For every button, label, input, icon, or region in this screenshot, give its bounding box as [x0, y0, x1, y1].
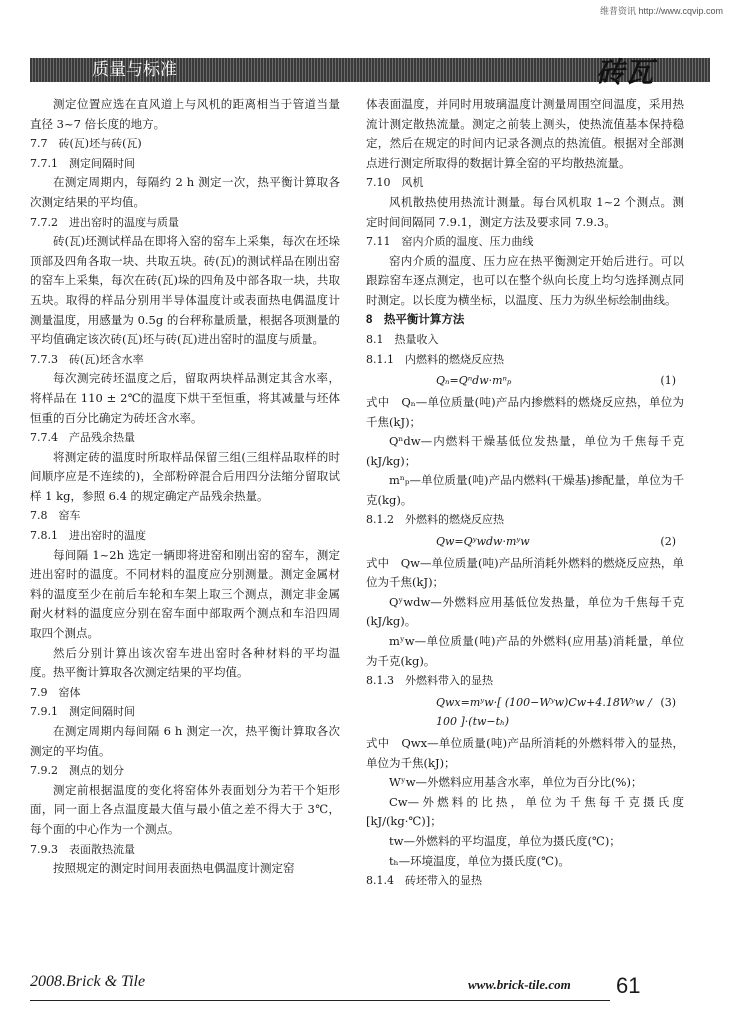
formula-expression: Qₙ=Qⁿdw·mⁿₚ [436, 374, 512, 388]
section-heading: 8.1 热量收入 [366, 333, 439, 347]
section-heading: 7.9.2 测点的划分 [30, 764, 124, 778]
formula-number: (2) [660, 535, 676, 549]
footer-left: 2008.Brick & Tile [30, 973, 146, 990]
section-heading: 7.7.1 测定间隔时间 [30, 156, 135, 170]
paragraph: 体表面温度，并同时用玻璃温度计测量周围空间温度，采用热流计测定散热流量。测定之前装上测头，使热流值基本保持稳定，然后在规定的时间内记录各测点的热流值。根据对全部测点进行测定所取得的数据计算全窑的平均散热流量。 [366, 97, 684, 170]
banner-title: 质量与标准 [92, 60, 177, 79]
paragraph: 式中 Qw—单位质量(吨)产品所消耗外燃料的燃烧反应热，单位为千焦(kJ)； [366, 555, 684, 590]
section-heading: 8.1.1 内燃料的燃烧反应热 [366, 352, 504, 366]
section-heading: 7.7.4 产品残余热量 [30, 431, 135, 445]
section-heading: 7.7 砖(瓦)坯与砖(瓦) [30, 137, 142, 151]
paragraph: mʸw—单位质量(吨)产品的外燃料(应用基)消耗量，单位为千克(kg)。 [366, 634, 684, 668]
left-column [30, 95, 340, 879]
paragraph: tw—外燃料的平均温度，单位为摄氏度(℃)； [389, 833, 621, 848]
paragraph: 将测定砖的温度时所取样品保留三组(三组样品取样的时间顺序应是不连续的)，全部粉碎混合后用四分法缩分留取试样 1 kg，参照 6.4 的规定确定产品残余热量。 [30, 449, 340, 503]
section-heading: 7.8 窑车 [30, 509, 81, 523]
section-heading: 7.11 窑内介质的温度、压力曲线 [366, 235, 534, 249]
section-heading: 7.9.1 测定间隔时间 [30, 705, 135, 719]
paragraph: 式中 Qₙ—单位质量(吨)产品内掺燃料的燃烧反应热，单位为千焦(kJ)； [366, 394, 684, 429]
watermark: 维普资讯 http://www.cqvip.com [599, 6, 723, 16]
section-heading: 8.1.4 砖坯带入的显热 [366, 874, 482, 888]
paragraph: 每间隔 1~2h 选定一辆即将进窑和刚出窑的窑车，测定进出窑时的温度。不同材料的温度应分别测量。测定金属材料的温度至少在前后车轮和车架上取三个测点，测定非金属耐火材料的温度应分别在窑车面中部取两个测点和车沿四周取四个测点。 [30, 547, 340, 641]
paragraph: 然后分别计算出该次窑车进出窑时各种材料的平均温度。热平衡计算取各次测定结果的平均值。 [30, 645, 340, 680]
formula-number: (3) [660, 695, 676, 709]
section-heading: 8.1.2 外燃料的燃烧反应热 [366, 513, 504, 527]
chapter-heading: 8 热平衡计算方法 [366, 313, 465, 326]
formula-expression: Qwx=mʸw·[ (100−Wʸw)Cw+4.18Wʸw / 100 ]·(tw−tₕ) [436, 695, 652, 729]
paragraph: Cw—外燃料的比热，单位为千焦每千克摄氏度[kJ/(kg·℃)]； [366, 794, 684, 829]
paragraph: 每次测完砖坯温度之后，留取两块样品测定其含水率，将样品在 110 ± 2℃的温度下烘干至恒重，将其减量与坯体恒重的百分比确定为砖坯含水率。 [30, 371, 340, 425]
paragraph: 风机散热使用热流计测量。每台风机取 1~2 个测点。测定时间间隔同 7.9.1，测定方法及要求同 7.9.3。 [366, 194, 684, 229]
section-heading: 7.10 风机 [366, 176, 424, 190]
formula [366, 693, 684, 732]
right-column [366, 95, 684, 891]
formula-number: (1) [660, 374, 676, 388]
formula [366, 371, 684, 391]
section-heading: 7.9 窑体 [30, 685, 81, 699]
paragraph: tₕ—环境温度，单位为摄氏度(℃)。 [389, 853, 570, 868]
section-heading: 7.9.3 表面散热流量 [30, 842, 135, 856]
paragraph: 砖(瓦)坯测试样品在即将入窑的窑车上采集，每次在坯垛顶部及四角各取一块、共取五块。砖(瓦)的测试样品在刚出窑的窑车上采集，每次在砖(瓦)垛的四角及中部各取一块，共取五块。取得的样品分别用半导体温度计或表面热电偶温度计测量温度，用感量为 0.5g 的台秤称量质量，根据各项测量的平均值确定该次砖(瓦)坯与砖(瓦)进出窑时的温度与质量。 [30, 234, 340, 347]
paragraph: 式中 Qwx—单位质量(吨)产品所消耗的外燃料带入的显热，单位为千焦(kJ)； [366, 736, 684, 770]
section-heading: 7.7.3 砖(瓦)坯含水率 [30, 352, 144, 366]
banner-logo: 砖瓦 [595, 56, 654, 89]
section-banner [30, 56, 710, 89]
footer-url[interactable]: www.brick-tile.com [468, 977, 571, 992]
formula-expression: Qw=Qʸwdw·mʸw [436, 535, 530, 549]
paragraph: 在测定周期内，每隔约 2 h 测定一次，热平衡计算取各次测定结果的平均值。 [30, 175, 340, 209]
paragraph: Wʸw—外燃料应用基含水率，单位为百分比(%)； [389, 775, 643, 790]
paragraph: Qⁿdw—内燃料干燥基低位发热量，单位为千焦每千克(kJ/kg)； [366, 434, 684, 468]
formula [366, 532, 684, 552]
section-heading: 8.1.3 外燃料带入的显热 [366, 674, 493, 688]
paragraph: 窑内介质的温度、压力应在热平衡测定开始后进行。可以跟踪窑车逐点测定，也可以在整个纵向长度上均匀选择测点同时测定。以长度为横坐标，以温度、压力为纵坐标绘制曲线。 [366, 253, 684, 307]
paragraph: 在测定周期内每间隔 6 h 测定一次，热平衡计算取各次测定的平均值。 [30, 724, 340, 758]
section-heading: 7.8.1 进出窑时的温度 [30, 529, 146, 543]
page-number: 61 [616, 973, 641, 998]
paragraph: Qʸwdw—外燃料应用基低位发热量，单位为千焦每千克(kJ/kg)。 [366, 594, 684, 629]
footer-rule [30, 1000, 610, 1001]
paragraph: 按照规定的测定时间用表面热电偶温度计测定窑 [53, 861, 295, 876]
paragraph: mⁿₚ—单位质量(吨)产品内燃料(干燥基)掺配量，单位为千克(kg)。 [366, 473, 684, 507]
section-heading: 7.7.2 进出窑时的温度与质量 [30, 215, 179, 229]
paragraph: 测定前根据温度的变化将窑体外表面划分为若干个矩形面，同一面上各点温度最大值与最小值之差不得大于 3℃，每个面的中心作为一个测点。 [30, 782, 340, 836]
paragraph: 测定位置应选在直风道上与风机的距离相当于管道当量直径 3~7 倍长度的地方。 [30, 97, 340, 131]
